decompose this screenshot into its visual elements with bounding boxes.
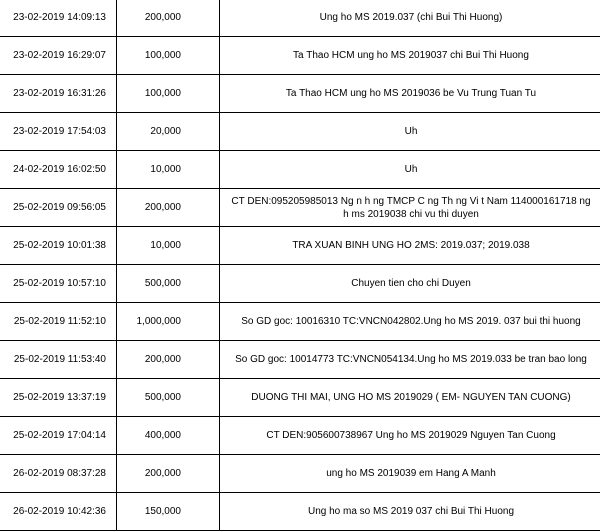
date-cell: 25-02-2019 13:37:19 [0,379,117,417]
table-row [0,113,600,151]
amount-cell: 200,000 [117,455,220,493]
table-row [0,227,600,265]
table-row [0,75,600,113]
table-row [0,0,600,37]
date-cell: 26-02-2019 08:37:28 [0,455,117,493]
description-cell: So GD goc: 10016310 TC:VNCN042802.Ung ho MS 2019. 037 bui thi huong [220,303,600,341]
date-cell: 23-02-2019 17:54:03 [0,113,117,151]
date-cell: 23-02-2019 14:09:13 [0,0,117,37]
amount-cell: 150,000 [117,493,220,531]
date-cell: 25-02-2019 11:53:40 [0,341,117,379]
amount-cell: 500,000 [117,265,220,303]
date-cell: 25-02-2019 17:04:14 [0,417,117,455]
description-cell: ung ho MS 2019039 em Hang A Manh [220,455,600,493]
date-cell: 23-02-2019 16:29:07 [0,37,117,75]
table-row [0,265,600,303]
amount-cell: 200,000 [117,341,220,379]
amount-cell: 400,000 [117,417,220,455]
description-cell: Ta Thao HCM ung ho MS 2019037 chi Bui Thi Huong [220,37,600,75]
description-cell: Ta Thao HCM ung ho MS 2019036 be Vu Trung Tuan Tu [220,75,600,113]
table-row [0,455,600,493]
amount-cell: 10,000 [117,227,220,265]
date-cell: 24-02-2019 16:02:50 [0,151,117,189]
description-cell: Uh [220,113,600,151]
table-row [0,303,600,341]
table-row [0,379,600,417]
table-row [0,189,600,227]
date-cell: 25-02-2019 10:01:38 [0,227,117,265]
amount-cell: 200,000 [117,0,220,37]
description-cell: DUONG THI MAI, UNG HO MS 2019029 ( EM- NGUYEN TAN CUONG) [220,379,600,417]
amount-cell: 100,000 [117,37,220,75]
table-row [0,37,600,75]
date-cell: 25-02-2019 10:57:10 [0,265,117,303]
table-row [0,417,600,455]
amount-cell: 100,000 [117,75,220,113]
table-row [0,151,600,189]
amount-cell: 1,000,000 [117,303,220,341]
table-row [0,341,600,379]
description-cell: Chuyen tien cho chi Duyen [220,265,600,303]
amount-cell: 200,000 [117,189,220,227]
description-cell: CT DEN:095205985013 Ng n h ng TMCP C ng Th ng Vi t Nam 114000161718 ng h ms 2019038 chi vu thi duyen [220,189,600,227]
amount-cell: 500,000 [117,379,220,417]
description-cell: Ung ho ma so MS 2019 037 chi Bui Thi Huong [220,493,600,531]
description-cell: CT DEN:905600738967 Ung ho MS 2019029 Nguyen Tan Cuong [220,417,600,455]
amount-cell: 10,000 [117,151,220,189]
description-cell: TRA XUAN BINH UNG HO 2MS: 2019.037; 2019.038 [220,227,600,265]
amount-cell: 20,000 [117,113,220,151]
date-cell: 26-02-2019 10:42:36 [0,493,117,531]
description-cell: Uh [220,151,600,189]
date-cell: 25-02-2019 09:56:05 [0,189,117,227]
date-cell: 25-02-2019 11:52:10 [0,303,117,341]
description-cell: Ung ho MS 2019.037 (chi Bui Thi Huong) [220,0,600,37]
description-cell: So GD goc: 10014773 TC:VNCN054134.Ung ho MS 2019.033 be tran bao long [220,341,600,379]
date-cell: 23-02-2019 16:31:26 [0,75,117,113]
